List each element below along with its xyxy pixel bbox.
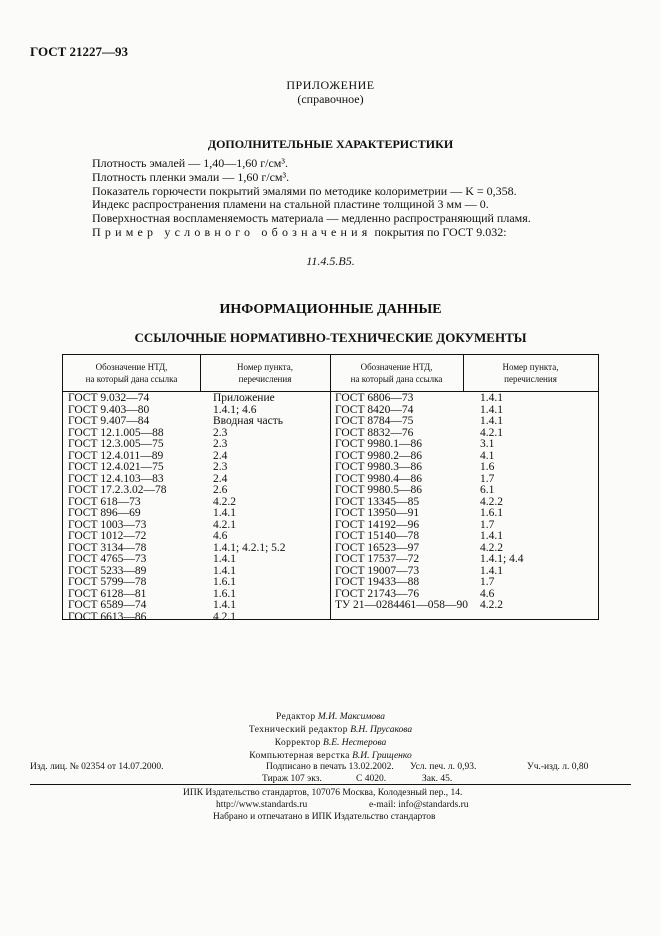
- doc-cell: ГОСТ 17.2.3.02—78: [68, 484, 167, 496]
- doc-cell: ГОСТ 9980.1—86: [335, 438, 423, 450]
- example-text: покрытия по ГОСТ 9.032:: [374, 224, 507, 239]
- doc-cell: ГОСТ 19433—88: [335, 576, 420, 588]
- doc-cell: ГОСТ 9980.2—86: [335, 449, 423, 462]
- doc-cell: ГОСТ 8784—75: [335, 415, 414, 427]
- doc-cell: ГОСТ 21743—76: [335, 587, 420, 600]
- example-line: [92, 226, 531, 240]
- item-cell: 2.3: [213, 438, 228, 450]
- doc-cell: ГОСТ 5799—78: [68, 576, 147, 588]
- print-run-text: Тираж 107 экз.: [262, 774, 322, 784]
- item-cell: Вводная часть: [213, 415, 283, 427]
- doc-cell: ГОСТ 1003—73: [68, 518, 147, 531]
- doc-cell: ГОСТ 9980.5—86: [335, 484, 423, 496]
- doc-cell: ГОСТ 17537—72: [335, 553, 420, 565]
- item-cell: 4.2.2: [213, 495, 236, 508]
- left-item-column: [213, 393, 286, 623]
- item-cell: 1.7: [480, 576, 495, 588]
- printed-note: Набрано и отпечатано в ИПК Издательство стандартов: [213, 812, 436, 822]
- item-cell: 4.1: [480, 449, 495, 462]
- doc-cell: ГОСТ 896—69: [68, 507, 141, 519]
- layout-line: Компьютерная верстка В.И. Грищенко: [249, 751, 412, 761]
- item-cell: 1.4.1: [213, 564, 236, 577]
- doc-cell: ГОСТ 8832—76: [335, 426, 414, 439]
- item-cell: 1.6: [480, 461, 495, 473]
- char-line-surface: Поверхностная воспламеняемость материала — медленно распространяющий пламя.: [92, 211, 531, 226]
- doc-cell: ГОСТ 6128—81: [68, 587, 147, 600]
- item-cell: 2.4: [213, 472, 228, 485]
- characteristics-list: [92, 157, 531, 240]
- item-cell: 1.7: [480, 518, 495, 531]
- license-text: Изд. лиц. № 02354 от 14.07.2000.: [30, 762, 164, 772]
- item-cell: 2.3: [213, 461, 228, 473]
- char-line-film-density: Плотность пленки эмали — 1,60 г/см³.: [92, 169, 290, 184]
- doc-cell: ГОСТ 9980.3—86: [335, 461, 423, 473]
- doc-cell: ГОСТ 13950—91: [335, 507, 420, 519]
- item-cell: 1.6.1: [213, 576, 236, 588]
- header-item-left: Номер пункта, перечисления: [237, 362, 293, 384]
- appendix-subtitle: (справочное): [297, 92, 364, 106]
- item-cell: 2.3: [213, 426, 228, 439]
- doc-cell: ГОСТ 5233—89: [68, 564, 147, 577]
- char-line-density: Плотность эмалей — 1,40—1,60 г/см³.: [92, 156, 289, 170]
- doc-cell: ГОСТ 12.1.005—88: [68, 426, 164, 439]
- item-cell: 2.6: [213, 484, 228, 496]
- item-cell: 1.7: [480, 472, 495, 485]
- item-cell: 1.4.1: [480, 403, 503, 416]
- doc-cell: ГОСТ 12.3.005—75: [68, 438, 164, 450]
- left-doc-column: [68, 393, 167, 623]
- item-cell: 4.2.2: [480, 541, 503, 554]
- doc-cell: ГОСТ 9980.4—86: [335, 472, 423, 485]
- corrector-line: Корректор В.Е. Нестерова: [274, 738, 387, 748]
- doc-cell: ГОСТ 12.4.103—83: [68, 472, 164, 485]
- order-c-text: С 4020.: [356, 774, 387, 784]
- refs-title: ССЫЛОЧНЫЕ НОРМАТИВНО-ТЕХНИЧЕСКИЕ ДОКУМЕНТЫ: [134, 330, 527, 345]
- item-cell: 4.2.2: [480, 495, 503, 508]
- signed-text: Подписано в печать 13.02.2002.: [266, 762, 394, 772]
- header-doc-left: Обозначение НТД, на который дана ссылка: [85, 362, 178, 384]
- footer-divider: [30, 784, 631, 785]
- tech-editor-line: Технический редактор В.Н. Прусакова: [248, 725, 413, 735]
- document-header: ГОСТ 21227—93: [30, 44, 129, 59]
- doc-cell: ГОСТ 3134—78: [68, 541, 147, 554]
- item-cell: 4.2.2: [480, 599, 503, 611]
- item-cell: 1.4.1: [480, 415, 503, 427]
- doc-cell: ГОСТ 15140—78: [335, 530, 420, 542]
- publisher-address: ИПК Издательство стандартов, 107076 Москва, Колодезный пер., 14.: [183, 788, 463, 798]
- item-cell: 4.6: [213, 530, 228, 542]
- example-code: 11.4.5.B5.: [306, 254, 355, 268]
- doc-cell: ГОСТ 13345—85: [335, 495, 420, 508]
- char-line-flammability: Показатель горючести покрытий эмалями по методике колориметрии — K = 0,358.: [92, 183, 517, 198]
- references-table: [62, 354, 599, 623]
- doc-cell: ГОСТ 12.4.011—89: [68, 449, 164, 462]
- item-cell: 4.2.1: [213, 610, 236, 623]
- item-cell: 6.1: [480, 484, 495, 496]
- email-link[interactable]: e-mail: info@standards.ru: [369, 800, 469, 810]
- staff-credits: [0, 711, 661, 763]
- example-label: Пример условного обозначения: [92, 224, 372, 239]
- item-cell: 1.6.1: [213, 587, 236, 600]
- doc-cell: ГОСТ 9.032—74: [68, 392, 150, 404]
- doc-cell: ГОСТ 19007—73: [335, 564, 420, 577]
- editor-line: Редактор М.И. Максимова: [275, 712, 385, 722]
- item-cell: 4.2.1: [480, 426, 503, 439]
- item-cell: 4.2.1: [213, 518, 236, 531]
- doc-cell: ГОСТ 16523—97: [335, 541, 420, 554]
- item-cell: 1.4.1: [213, 553, 236, 565]
- sheets-text: Усл. печ. л. 0,93.: [410, 762, 477, 772]
- order-text: Зак. 45.: [422, 774, 453, 784]
- doc-cell: ГОСТ 618—73: [68, 495, 141, 508]
- header-item-right: Номер пункта, перечисления: [502, 362, 559, 384]
- item-cell: 1.6.1: [480, 507, 503, 519]
- doc-cell: ГОСТ 6806—73: [335, 392, 414, 404]
- item-cell: 3.1: [480, 438, 495, 450]
- item-cell: 1.4.1: [480, 530, 503, 542]
- table-divider-center: [330, 355, 331, 619]
- item-cell: 4.6: [480, 587, 495, 600]
- item-cell: 1.4.1: [480, 564, 503, 577]
- right-doc-column: [335, 393, 468, 612]
- item-cell: 1.4.1: [213, 599, 236, 611]
- doc-cell: ГОСТ 4765—73: [68, 553, 147, 565]
- doc-cell: ГОСТ 9.403—80: [68, 403, 150, 416]
- right-item-column: [480, 393, 523, 612]
- info-title: ИНФОРМАЦИОННЫЕ ДАННЫЕ: [219, 302, 442, 317]
- doc-cell: ТУ 21—0284461—058—90: [335, 599, 469, 611]
- doc-cell: ГОСТ 6613—86: [68, 610, 147, 623]
- char-line-flame-index: Индекс распространения пламени на стальной пластине толщиной 3 мм — 0.: [92, 197, 489, 212]
- doc-cell: ГОСТ 12.4.021—75: [68, 461, 164, 473]
- doc-cell: ГОСТ 1012—72: [68, 530, 147, 542]
- item-cell: 1.4.1: [213, 507, 236, 519]
- header-doc-right: Обозначение НТД, на который дана ссылка: [350, 362, 443, 384]
- doc-cell: ГОСТ 6589—74: [68, 599, 147, 611]
- item-cell: 1.4.1; 4.4: [480, 553, 524, 565]
- item-cell: 1.4.1; 4.6: [213, 403, 257, 416]
- doc-cell: ГОСТ 14192—96: [335, 518, 420, 531]
- item-cell: 2.4: [213, 449, 228, 462]
- pub-sheets-text: Уч.-изд. л. 0,80: [527, 762, 589, 772]
- item-cell: Приложение: [213, 392, 275, 404]
- doc-cell: ГОСТ 9.407—84: [68, 415, 150, 427]
- website-link[interactable]: http://www.standards.ru: [216, 800, 308, 810]
- appendix-title: ПРИЛОЖЕНИЕ: [286, 78, 375, 92]
- item-cell: 1.4.1; 4.2.1; 5.2: [213, 541, 286, 554]
- characteristics-title: ДОПОЛНИТЕЛЬНЫЕ ХАРАКТЕРИСТИКИ: [207, 137, 454, 151]
- doc-cell: ГОСТ 8420—74: [335, 403, 414, 416]
- item-cell: 1.4.1: [480, 392, 503, 404]
